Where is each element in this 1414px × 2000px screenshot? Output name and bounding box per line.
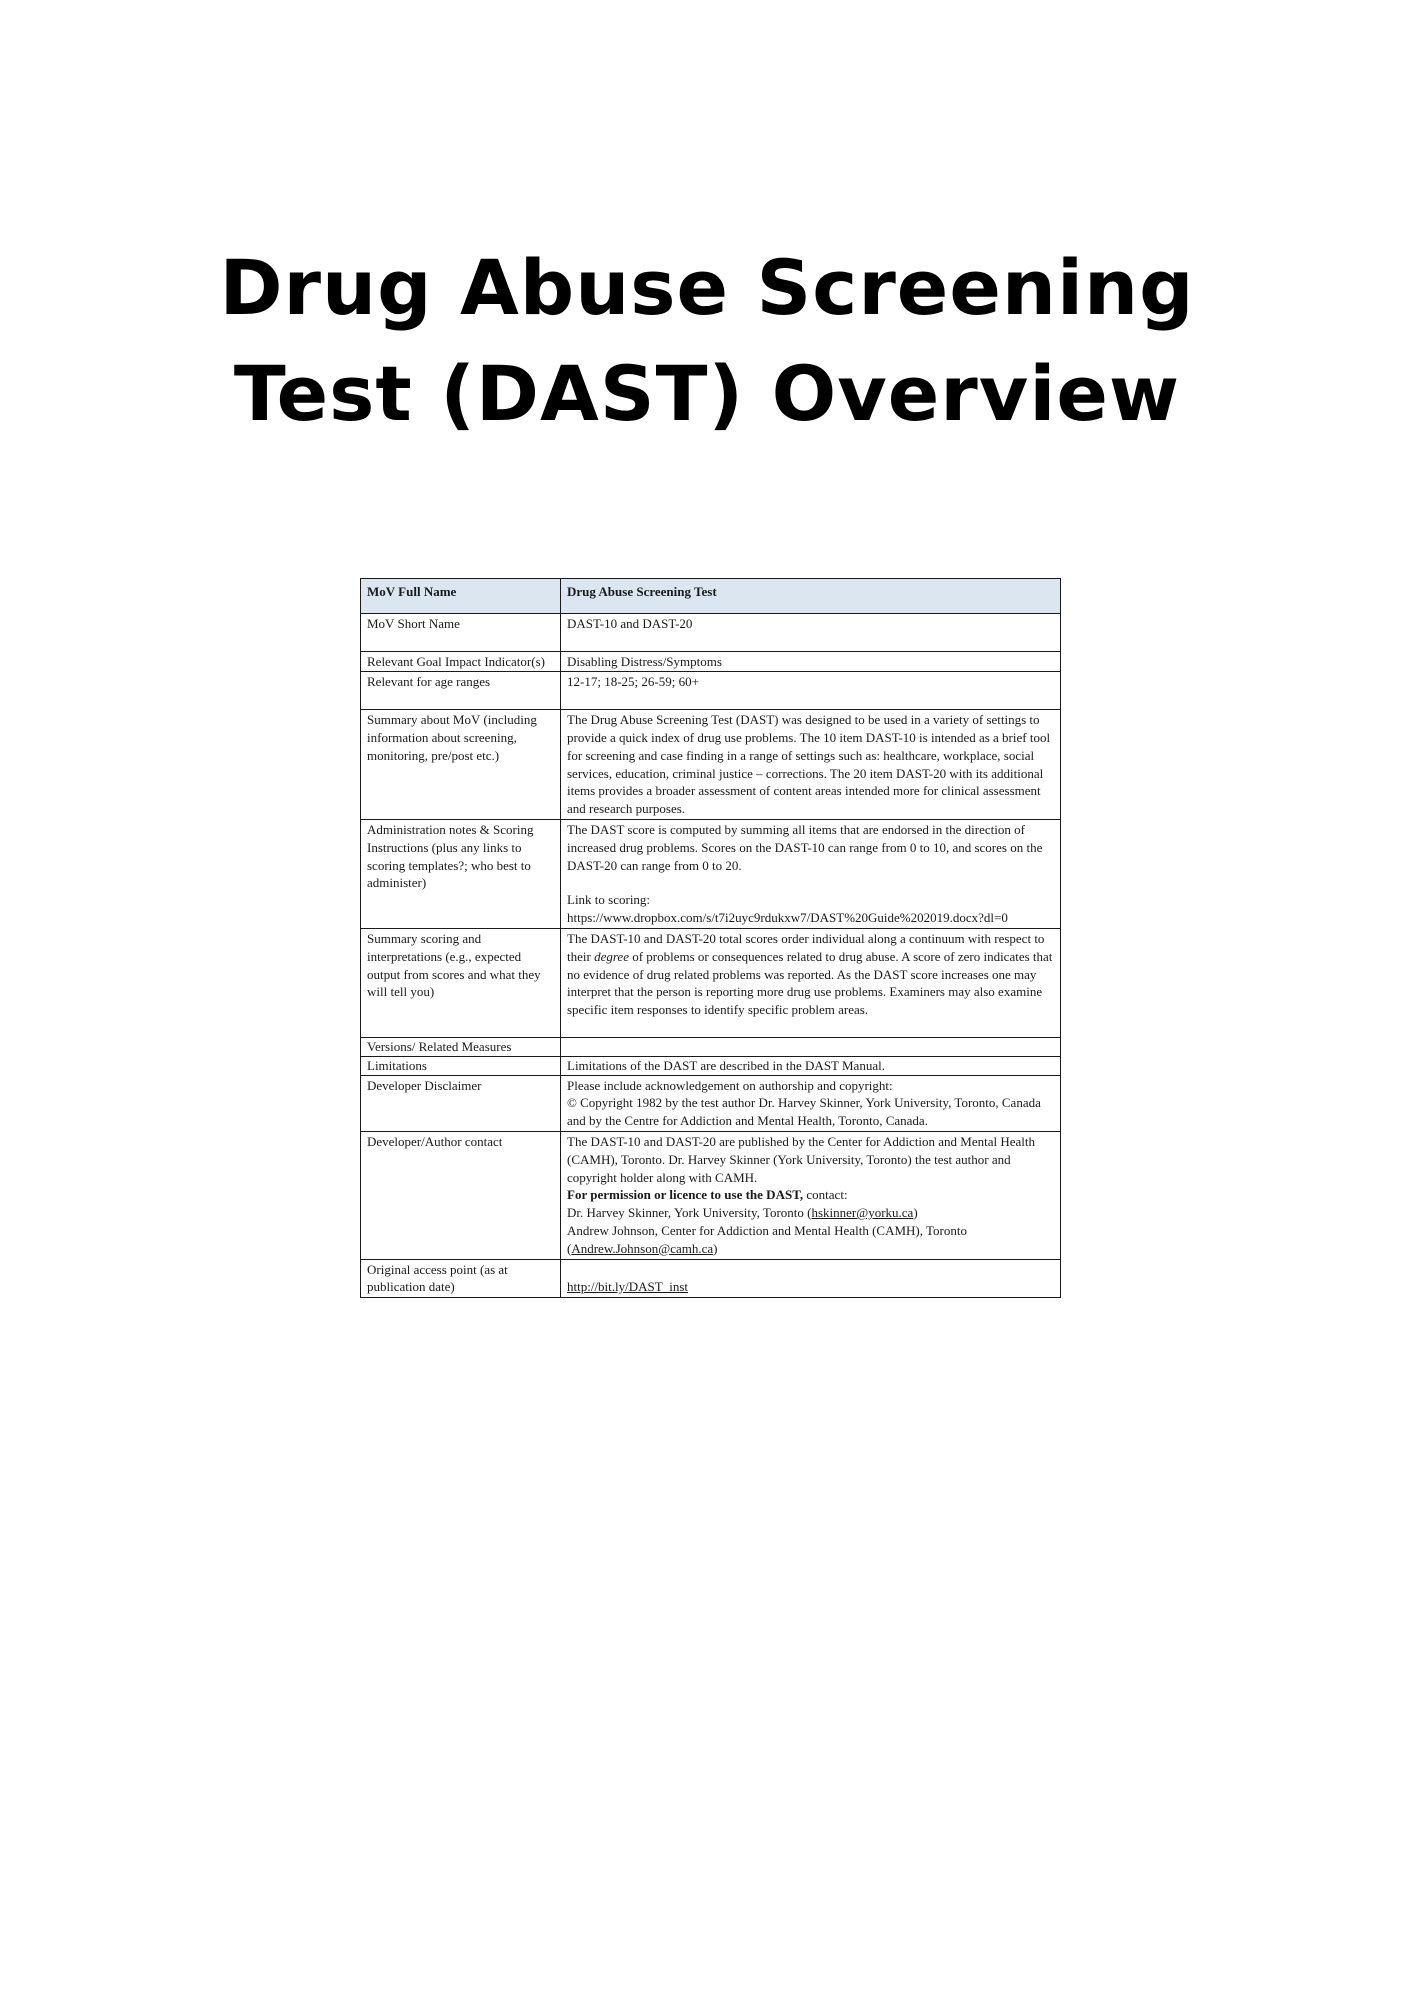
row-value: The Drug Abuse Screening Test (DAST) was designed to be used in a variety of settings to provide a quick index of drug use problems. The 10 item DAST-10 is intended as a brief tool for screening and case finding in a range of settings such as: healthcare, workplace, social services, education, criminal justice – corrections. The 20 item DAST-20 with its additional items provides a broader assessment of content areas intended more for clinical assessment and research purposes. xyxy=(561,710,1061,820)
permission-bold: For permission or licence to use the DAST, xyxy=(567,1187,804,1203)
page-title xyxy=(0,235,1414,447)
table-row-short-name xyxy=(361,613,1061,651)
row-label: Administration notes & Scoring Instructions (plus any links to scoring templates?; who best to administer) xyxy=(361,819,561,928)
row-label: MoV Full Name xyxy=(361,579,561,614)
row-value xyxy=(561,1075,1061,1131)
access-point-link[interactable]: http://bit.ly/DAST_inst xyxy=(567,1279,688,1295)
contact-permission xyxy=(567,1186,1054,1204)
row-label: Developer/Author contact xyxy=(361,1131,561,1259)
row-label: Relevant for age ranges xyxy=(361,672,561,710)
row-value: Drug Abuse Screening Test xyxy=(561,579,1061,614)
row-value: 12-17; 18-25; 26-59; 60+ xyxy=(561,672,1061,710)
row-value xyxy=(561,1131,1061,1259)
contact-intro: The DAST-10 and DAST-20 are published by the Center for Addiction and Mental Health (CAMH), Toronto. Dr. Harvey Skinner (York University, Toronto) the test author and copyright holder along with CAMH. xyxy=(567,1133,1036,1185)
scoring-text-start: The DAST-10 and DAST-20 total scores order individual along a continuum with respect to their xyxy=(567,930,1045,964)
person-1-close: ) xyxy=(913,1205,918,1221)
row-label: Limitations xyxy=(361,1056,561,1075)
disclaimer-copyright: © Copyright 1982 by the test author Dr. Harvey Skinner, York University, Toronto, Canada and by the Centre for Addiction and Mental Health, Toronto, Canada. xyxy=(567,1095,1041,1129)
scoring-text-emphasis: degree xyxy=(594,948,629,964)
administration-text: The DAST score is computed by summing all items that are endorsed in the direction of increased drug problems. Scores on the DAST-10 can range from 0 to 10, and scores on the DAST-20 can range from 0 to 20. xyxy=(567,821,1043,873)
email-link-1[interactable]: hskinner@yorku.ca xyxy=(811,1205,914,1221)
row-value: DAST-10 and DAST-20 xyxy=(561,613,1061,651)
table-row-contact xyxy=(361,1131,1061,1259)
person-2-text: Andrew Johnson, Center for Addiction and Mental Health (CAMH), Toronto ( xyxy=(567,1222,967,1256)
disclaimer-line-1: Please include acknowledgement on authorship and copyright: xyxy=(567,1077,893,1093)
table-row-age-ranges xyxy=(361,672,1061,710)
contact-person-1 xyxy=(567,1204,1054,1222)
table-row-scoring xyxy=(361,928,1061,1037)
row-value xyxy=(561,928,1061,1037)
table-row-access-point xyxy=(361,1259,1061,1298)
scoring-link-label: Link to scoring: xyxy=(567,892,651,908)
email-link-2[interactable]: Andrew.Johnson@camh.ca xyxy=(571,1240,714,1256)
page-title-line-2: Test (DAST) Overview xyxy=(233,349,1181,438)
row-value xyxy=(561,1259,1061,1298)
table-row-disclaimer xyxy=(361,1075,1061,1131)
row-label: Versions/ Related Measures xyxy=(361,1037,561,1056)
table-row-versions xyxy=(361,1037,1061,1056)
row-label: MoV Short Name xyxy=(361,613,561,651)
row-label: Developer Disclaimer xyxy=(361,1075,561,1131)
contact-person-2 xyxy=(567,1222,1054,1258)
person-2-close: ) xyxy=(713,1240,718,1256)
table-row-summary xyxy=(361,710,1061,820)
row-value: Disabling Distress/Symptoms xyxy=(561,651,1061,672)
scoring-text-end: of problems or consequences related to drug abuse. A score of zero indicates that no evidence of drug related problems was reported. As the DAST score increases one may interpret that the person is reporting more drug use problems. Examiners may also examine specific item responses to identify specific problem areas. xyxy=(567,948,1053,1018)
row-value xyxy=(561,819,1061,928)
table-row-goal-impact xyxy=(361,651,1061,672)
dast-overview-table xyxy=(360,578,1061,1298)
row-value xyxy=(561,1037,1061,1056)
row-label: Summary about MoV (including information about screening, monitoring, pre/post etc.) xyxy=(361,710,561,820)
row-label: Original access point (as at publication date) xyxy=(361,1259,561,1298)
row-value: Limitations of the DAST are described in the DAST Manual. xyxy=(561,1056,1061,1075)
row-label: Relevant Goal Impact Indicator(s) xyxy=(361,651,561,672)
person-1-text: Dr. Harvey Skinner, York University, Toronto ( xyxy=(567,1205,812,1221)
table-row-administration xyxy=(361,819,1061,928)
scoring-link[interactable]: https://www.dropbox.com/s/t7i2uyc9rdukxw7/DAST%20Guide%202019.docx?dl=0 xyxy=(567,910,1008,926)
permission-rest: contact: xyxy=(803,1187,848,1203)
table-row-full-name xyxy=(361,579,1061,614)
page-title-line-1: Drug Abuse Screening xyxy=(219,243,1195,332)
row-label: Summary scoring and interpretations (e.g., expected output from scores and what they will tell you) xyxy=(361,928,561,1037)
table-row-limitations xyxy=(361,1056,1061,1075)
